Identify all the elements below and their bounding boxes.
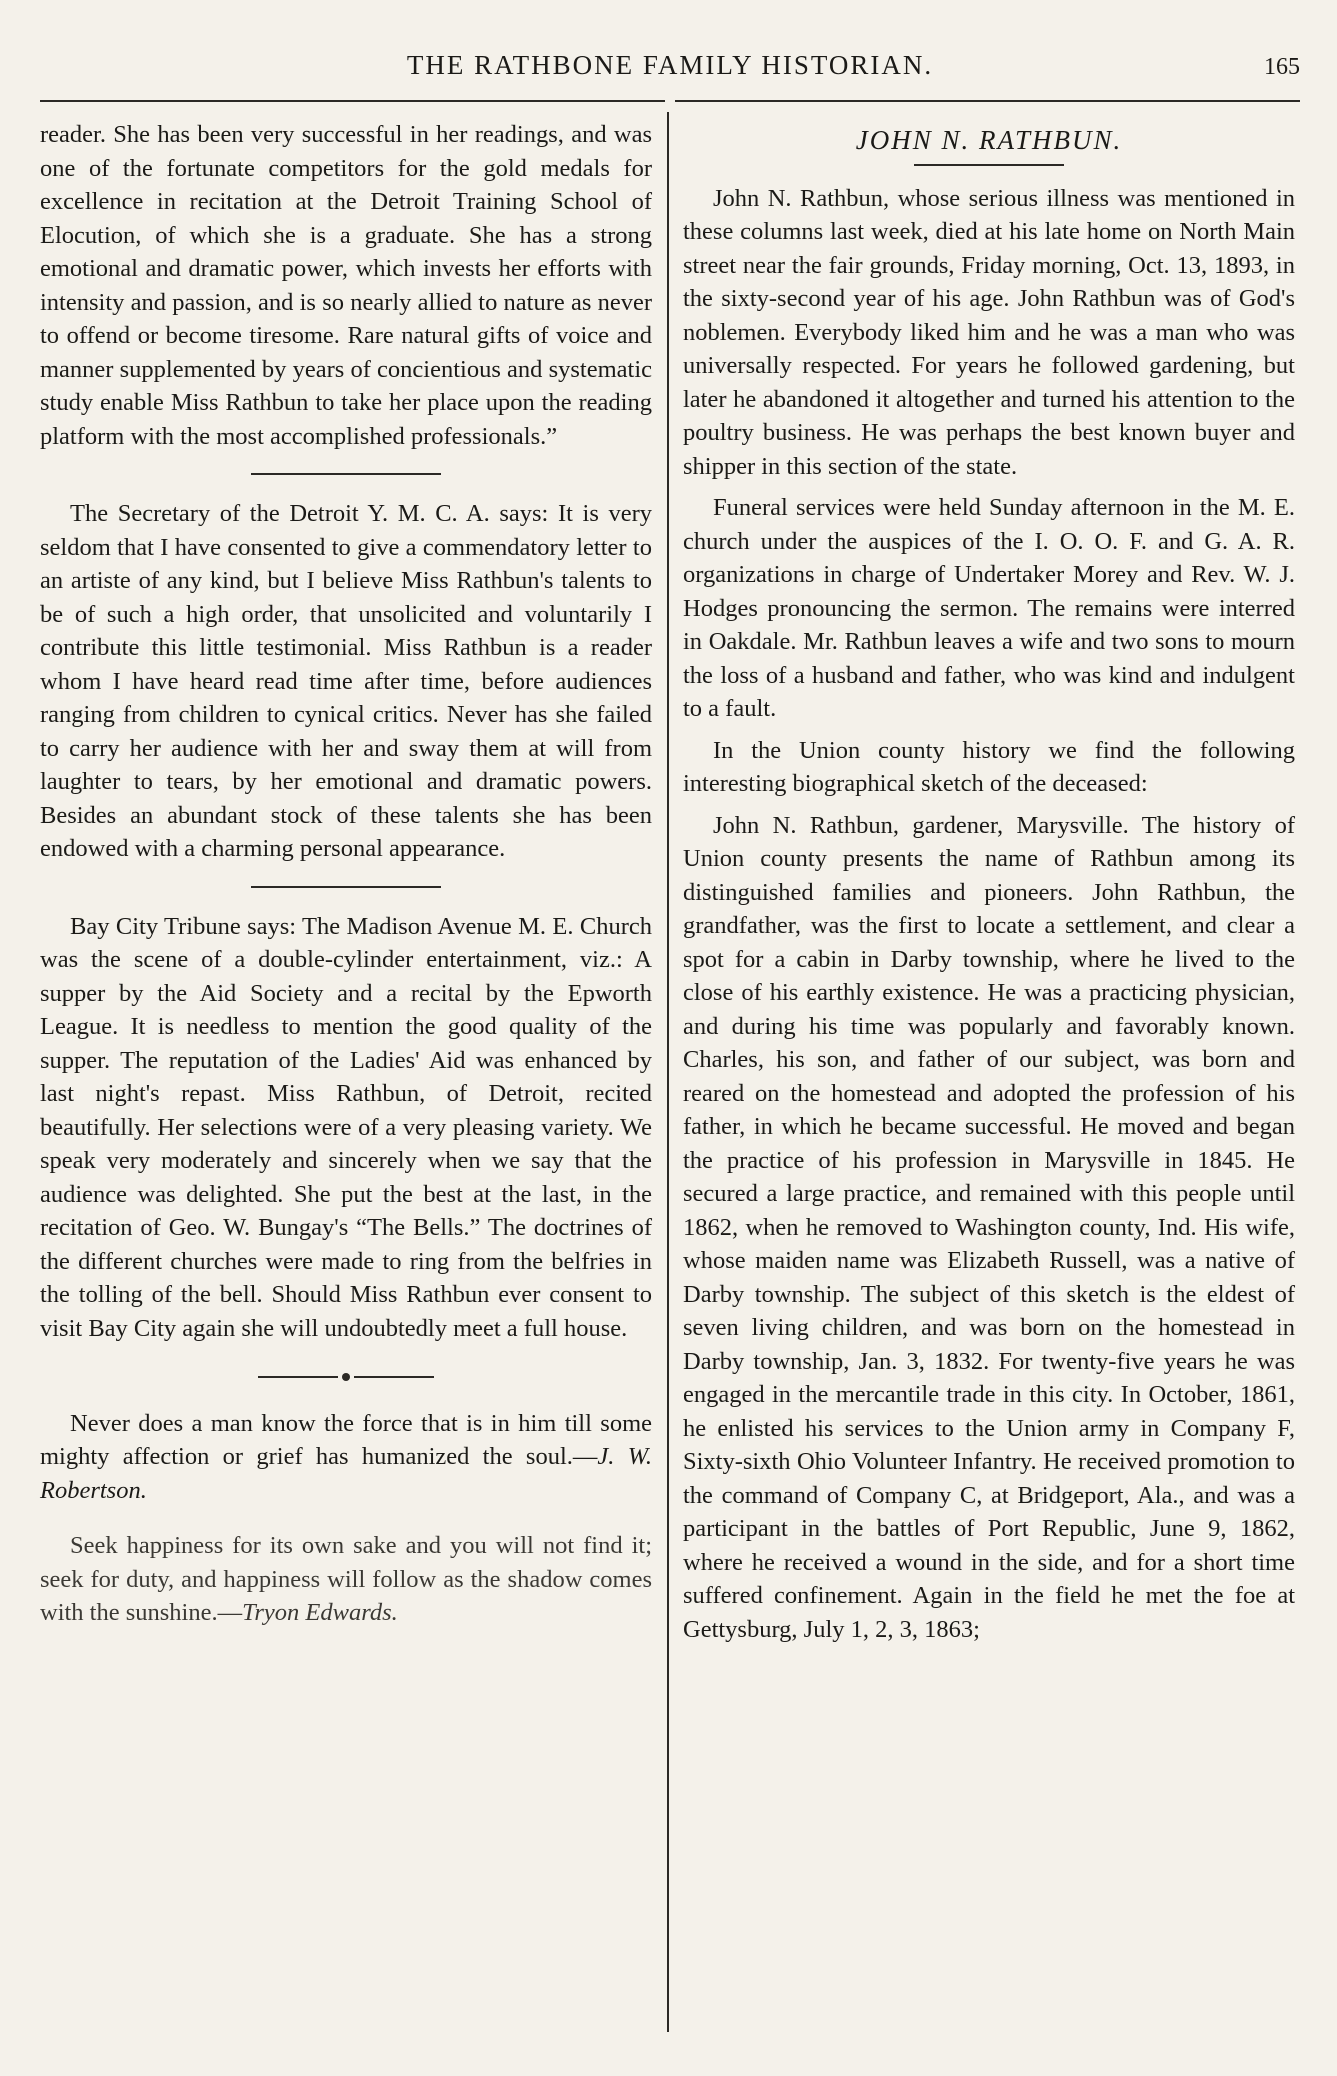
page-number: 165 [1264,54,1300,80]
section-separator [251,886,441,888]
quote-author: J. W. Robertson. [40,1443,652,1504]
robertson-quote [40,1407,652,1508]
bay-city-paragraph: Bay City Tribune says: The Madison Avenue M. E. Church was the scene of a double-cylinder entertainment, viz.: A supper by the Aid Society and a recital by the Epworth League. It is needless to mention the good quality of the supper. The reputation of the Ladies' Aid was enhanced by last night's repast. Miss Rathbun, of Detroit, recited beautifully. Her selections were of a very pleasing variety. We speak very moderately and sincerely when we say that the audience was delighted. She put the best at the last, in the recitation of Geo. W. Bungay's “The Bells.” The doctrines of the different churches were made to ring from the belfries in the tolling of the bell. Should Miss Rathbun ever consent to visit Bay City again she will undoubtedly meet a full house. [40,912,652,1342]
header-rule-right [675,100,1300,102]
obituary-paragraph: John N. Rathbun, whose serious illness was mentioned in these columns last week, died at his late home on North Main street near the fair grounds, Friday morning, Oct. 13, 1893, in the sixty-second year of his age. John Rathbun was of God's noblemen. Everybody liked him and he was a man who was universally respected. For years he followed gardening, but later he abandoned it altogether and turned his attention to the poultry business. He was perhaps the best known buyer and shipper in this section of the state. [683,184,1295,480]
article-title: JOHN N. RATHBUN. [855,125,1123,155]
edwards-quote [40,1529,652,1630]
ornament-divider [40,1359,652,1393]
left-column [40,118,652,1638]
quote-author: Tryon Edwards. [242,1599,398,1626]
right-column [683,118,1295,1654]
biography-paragraph: John N. Rathbun, gardener, Marysville. The history of Union county presents the name of Rathbun among its distinguished families and pioneers. John Rathbun, the grandfather, was the first to locate a settlement, and clear a spot for a cabin in Darby township, where he lived to the close of his earthly existence. He was a practicing physician, and during his time was popularly and favorably known. Charles, his son, and father of our subject, was born and reared on the homestead and adopted the profession of his father, in which he became successful. He moved and began the practice of his profession in Marysville in 1845. He secured a large practice, and remained with this people until 1862, when he removed to Washington county, Ind. His wife, whose maiden name was Elizabeth Russell, was a native of Darby township. The subject of this sketch is the eldest of seven living children, and was born on the homestead in Darby township, Jan. 3, 1832. For twenty-five years he was engaged in the mercantile trade in this city. In October, 1861, he enlisted his services to the Union army in Company F, Sixty-sixth Ohio Volunteer Infantry. He received promotion to the command of Company C, at Bridgeport, Ala., and was a participant in the battles of Port Republic, June 9, 1862, where he received a wound in the side, and for a short time suffered confinement. Again in the field he met the foe at Gettysburg, July 1, 2, 3, 1863; [683,811,1295,1643]
header-rule-left [40,100,665,102]
history-intro-paragraph: In the Union county history we find the following interesting biographical sketch of the deceased: [683,736,1295,797]
running-title: THE RATHBONE FAMILY HISTORIAN. [406,50,934,80]
title-underline [914,164,1064,166]
ymca-paragraph: The Secretary of the Detroit Y. M. C. A. says: It is very seldom that I have consented to give a commendatory letter to an artiste of any kind, but I believe Miss Rathbun's talents to be of such a high order, that unsolicited and voluntarily I contribute this little testimonial. Miss Rathbun is a reader whom I have heard read time after time, before audiences ranging from children to cynical critics. Never has she failed to carry her audience with her and sway them at will from laughter to tears, by her emotional and dramatic powers. Besides an abundant stock of these talents she has been endowed with a charming personal appearance. [40,500,652,862]
column-divider [667,112,669,2032]
quote-text: Never does a man know the force that is in him till some mighty affection or grief has humanized the soul.— [40,1409,652,1470]
quote-text: Seek happiness for its own sake and you will not find it; seek for duty, and happiness will follow as the shadow comes with the sunshine.— [40,1532,652,1626]
section-separator [251,473,441,475]
reader-paragraph: reader. She has been very successful in her readings, and was one of the fortunate competitors for the gold medals for excellence in recitation at the Detroit Training School of Elocution, of which she is a graduate. She has a strong emotional and dramatic power, which invests her efforts with intensity and passion, and is so nearly allied to nature as never to offend or become tiresome. Rare natural gifts of voice and manner supplemented by years of concientious and systematic study enable Miss Rathbun to take her place upon the reading platform with the most accomplished professionals.” [40,121,652,450]
funeral-paragraph: Funeral services were held Sunday afternoon in the M. E. church under the auspices of the I. O. O. F. and G. A. R. organizations in charge of Undertaker Morey and Rev. W. J. Hodges pronouncing the sermon. The remains were interred in Oakdale. Mr. Rathbun leaves a wife and two sons to mourn the loss of a husband and father, who was kind and indulgent to a fault. [683,494,1295,722]
running-header [40,50,1300,90]
